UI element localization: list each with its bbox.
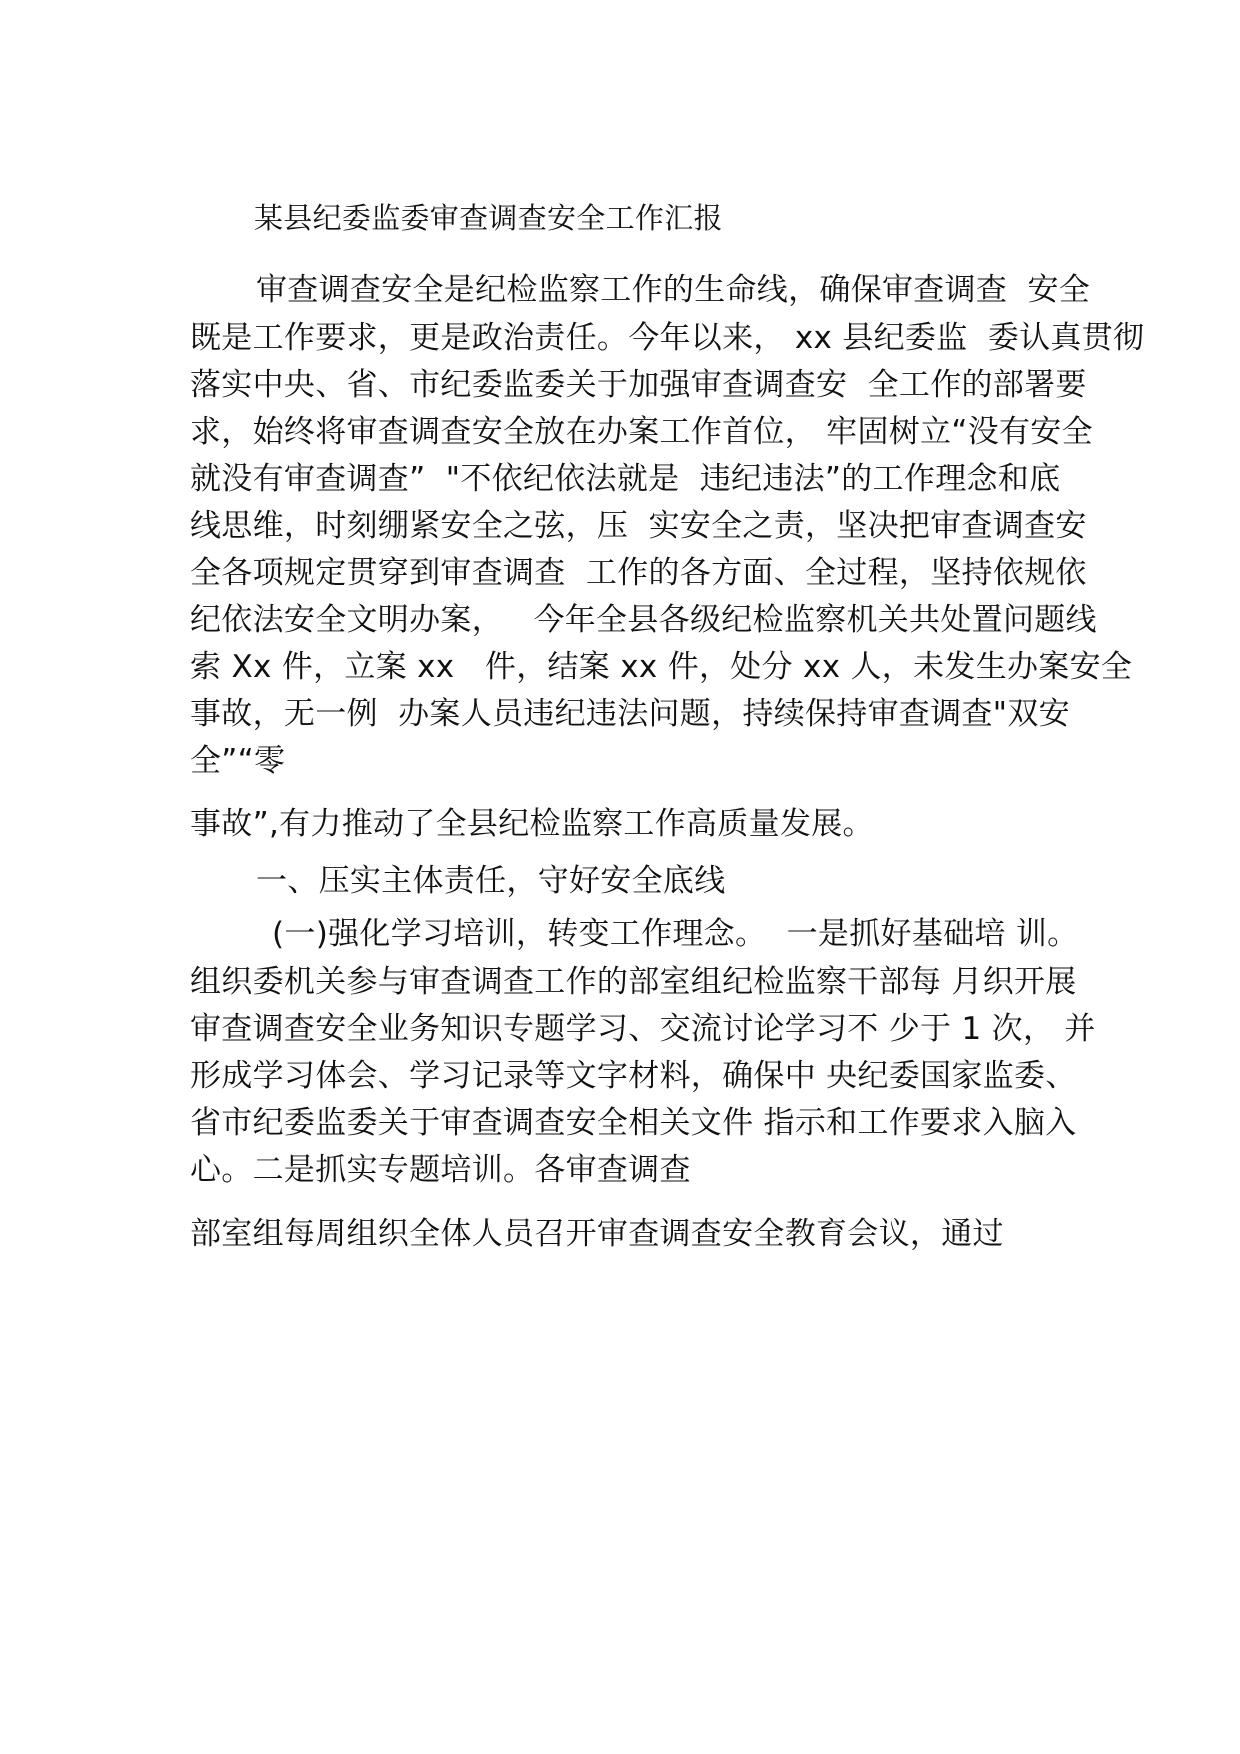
text-line: 审查调查安全业务知识专题学习、交流讨论学习不 少于 1 次， 并 bbox=[190, 1011, 1096, 1047]
text-line: 全”“零 bbox=[190, 743, 286, 779]
text-line: 事故，无一例 办案人员违纪违法问题，持续保持审查调查"双安 bbox=[190, 696, 1070, 732]
text-line: 纪依法安全文明办案， 今年全县各级纪检监察机关共处置问题线 bbox=[190, 602, 1097, 638]
text-line: 索 Xx 件，立案 xx 件，结案 xx 件，处分 xx 人，未发生办案安全 bbox=[190, 649, 1133, 685]
text-line: 组织委机关参与审查调查工作的部室组纪检监察干部每 月织开展 bbox=[190, 964, 1077, 1000]
document-title: 某县纪委监委审查调查安全工作汇报 bbox=[254, 201, 723, 235]
text-line: 审查调查安全是纪检监察工作的生命线，确保审查调查 安全 bbox=[256, 272, 1091, 308]
text-line: 省市纪委监委关于审查调查安全相关文件 指示和工作要求入脑入 bbox=[190, 1105, 1077, 1141]
text-line: 就没有审查调查” "不依纪依法就是 违纪违法”的工作理念和底 bbox=[190, 461, 1061, 497]
paragraph-conclusion: 事故”,有力推动了全县纪检监察工作高质量发展。 bbox=[190, 806, 874, 842]
text-line: (一)强化学习培训，转变工作理念。 一是抓好基础培 训。 bbox=[272, 916, 1079, 952]
text-line: 线思维，时刻绷紧安全之弦，压 实安全之责，坚决把审查调查安 bbox=[190, 508, 1087, 544]
text-line: 既是工作要求，更是政治责任。今年以来， xx 县纪委监 委认真贯彻 bbox=[190, 320, 1145, 356]
text-line: 求，始终将审查调查安全放在办案工作首位， 牢固树立“没有安全 bbox=[190, 414, 1093, 450]
text-line: 全各项规定贯穿到审查调查 工作的各方面、全过程，坚持依规依 bbox=[190, 555, 1087, 591]
text-line: 形成学习体会、学习记录等文字材料，确保中 央纪委国家监委、 bbox=[190, 1058, 1077, 1094]
text-line: 落实中央、省、市纪委监委关于加强审查调查安 全工作的部署要 bbox=[190, 367, 1087, 403]
paragraph-continuation: 部室组每周组织全体人员召开审查调查安全教育会议，通过 bbox=[190, 1216, 1004, 1252]
section-heading: 一、压实主体责任，守好安全底线 bbox=[256, 863, 726, 899]
text-line: 心。二是抓实专题培训。各审查调查 bbox=[190, 1152, 691, 1188]
